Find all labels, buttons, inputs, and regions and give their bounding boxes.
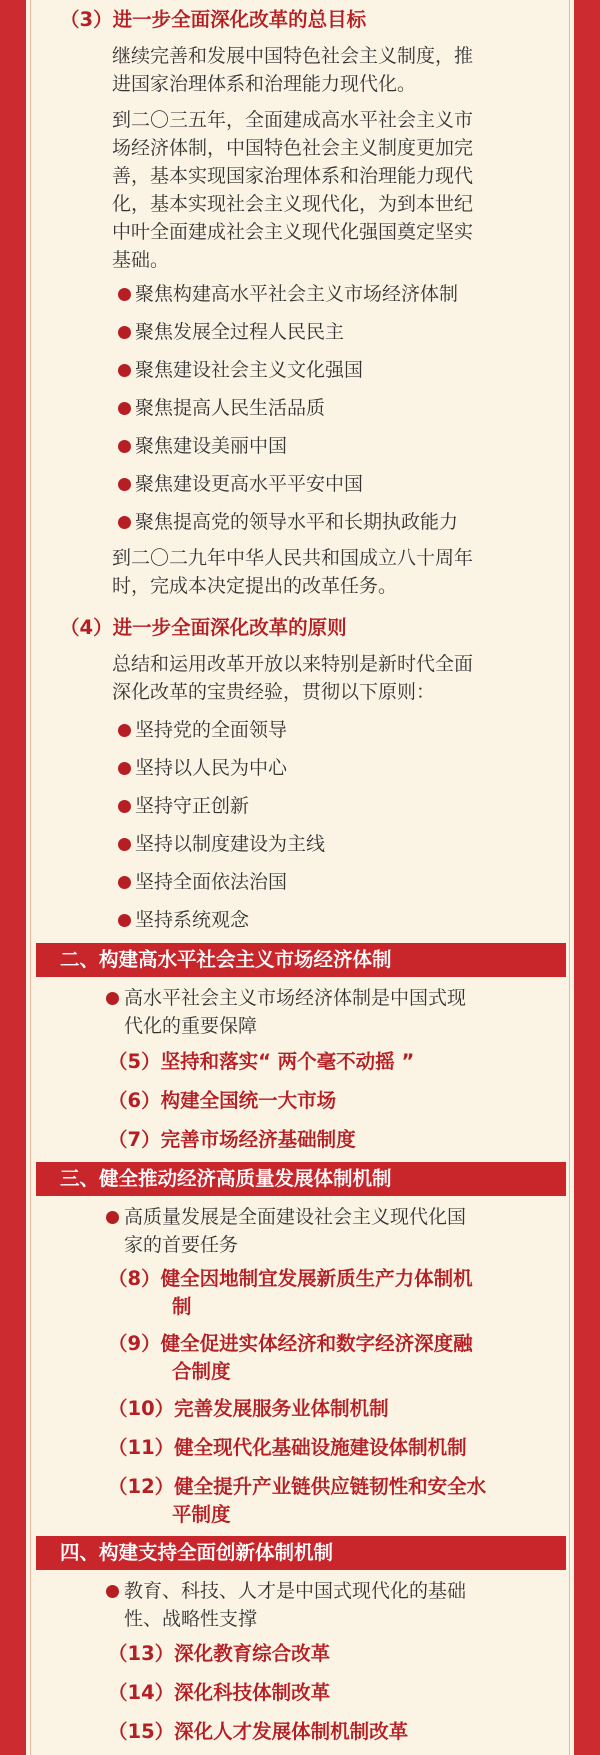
reform-item: （7）完善市场经济基础制度 [108,1128,356,1151]
bullet-dot-icon [118,478,131,491]
paragraph-line: 基础。 [112,249,170,271]
bullet-dot-icon [106,1211,119,1224]
principle-bullet-item: 坚持以人民为中心 [135,757,288,779]
bullet-dot-icon [118,762,131,775]
goal-bullet-item: 聚焦构建高水平社会主义市场经济体制 [135,283,459,305]
principle-bullet-item: 坚持全面依法治国 [135,871,288,893]
reform-item: （15）深化人才发展体制机制改革 [108,1720,409,1743]
paragraph-line: 中叶全面建成社会主义现代化强国奠定坚实 [112,221,474,243]
bullet-dot-icon [118,838,131,851]
reform-item: 平制度 [172,1503,231,1526]
lead-bullet-line: 代化的重要保障 [124,1015,258,1037]
paragraph-line: 化，基本实现社会主义现代化，为到本世纪 [112,193,474,215]
principle-bullet-item: 坚持系统观念 [135,909,250,931]
bullet-dot-icon [118,800,131,813]
bullet-dot-icon [106,1585,119,1598]
reform-item: （11）健全现代化基础设施建设体制机制 [108,1436,467,1459]
paragraph-line: 总结和运用改革开放以来特别是新时代全面 [112,653,474,675]
reform-item: （9）健全促进实体经济和数字经济深度融 [108,1332,473,1355]
paragraph-line: 进国家治理体系和治理能力现代化。 [112,73,417,95]
bullet-dot-icon [118,402,131,415]
reform-item: （10）完善发展服务业体制机制 [108,1397,389,1420]
reform-item: （13）深化教育综合改革 [108,1642,331,1665]
bullet-dot-icon [118,876,131,889]
part3-header [36,1162,566,1196]
goal-bullet-item: 聚焦提高党的领导水平和长期执政能力 [135,511,459,533]
part2-header [36,943,566,977]
part2-header-label: 二、构建高水平社会主义市场经济体制 [60,948,392,971]
reform-item: （14）深化科技体制改革 [108,1681,331,1704]
goal-bullet-item: 聚焦提高人民生活品质 [135,397,326,419]
part3-header-label: 三、健全推动经济高质量发展体制机制 [60,1167,392,1190]
lead-bullet-line: 性、战略性支撑 [124,1608,258,1630]
principle-bullet-item: 坚持以制度建设为主线 [135,833,326,855]
reform-item: （6）构建全国统一大市场 [108,1089,337,1112]
reform-item: （8）健全因地制宜发展新质生产力体制机 [108,1267,473,1290]
paragraph-line: 时，完成本决定提出的改革任务。 [112,575,398,597]
reform-item: 合制度 [172,1360,231,1383]
goal-bullet-item: 聚焦建设美丽中国 [135,435,288,457]
paragraph-line: 到二〇二九年中华人民共和国成立八十周年 [112,547,474,569]
paragraph-line: 善，基本实现国家治理体系和治理能力现代 [112,165,474,187]
reform-item: （5）坚持和落实“ 两个毫不动摇 ” [108,1050,415,1073]
part4-header-label: 四、构建支持全面创新体制机制 [60,1541,334,1564]
lead-bullet-line: 高质量发展是全面建设社会主义现代化国 [124,1206,467,1228]
section-3-title: （3）进一步全面深化改革的总目标 [60,8,367,31]
bullet-dot-icon [118,326,131,339]
paragraph-line: 深化改革的宝贵经验，贯彻以下原则： [112,681,436,703]
section-4-title: （4）进一步全面深化改革的原则 [60,616,347,639]
reform-item: （12）健全提升产业链供应链韧性和安全水 [108,1475,487,1498]
bullet-dot-icon [118,724,131,737]
bullet-dot-icon [118,440,131,453]
bullet-dot-icon [118,516,131,529]
bullet-dot-icon [118,288,131,301]
paragraph-line: 继续完善和发展中国特色社会主义制度，推 [112,45,474,67]
reform-item: 制 [172,1295,192,1318]
lead-bullet-line: 高水平社会主义市场经济体制是中国式现 [124,987,467,1009]
goal-bullet-item: 聚焦建设社会主义文化强国 [135,359,364,381]
goal-bullet-item: 聚焦建设更高水平平安中国 [135,473,364,495]
bullet-dot-icon [106,992,119,1005]
principle-bullet-item: 坚持守正创新 [135,795,250,817]
bullet-dot-icon [118,914,131,927]
lead-bullet-line: 教育、科技、人才是中国式现代化的基础 [124,1580,467,1602]
principle-bullet-item: 坚持党的全面领导 [135,719,288,741]
lead-bullet-line: 家的首要任务 [124,1234,239,1256]
paragraph-line: 到二〇三五年，全面建成高水平社会主义市 [112,109,474,131]
paragraph-line: 场经济体制，中国特色社会主义制度更加完 [112,137,474,159]
part4-header [36,1536,566,1570]
goal-bullet-item: 聚焦发展全过程人民民主 [135,321,345,343]
bullet-dot-icon [118,364,131,377]
